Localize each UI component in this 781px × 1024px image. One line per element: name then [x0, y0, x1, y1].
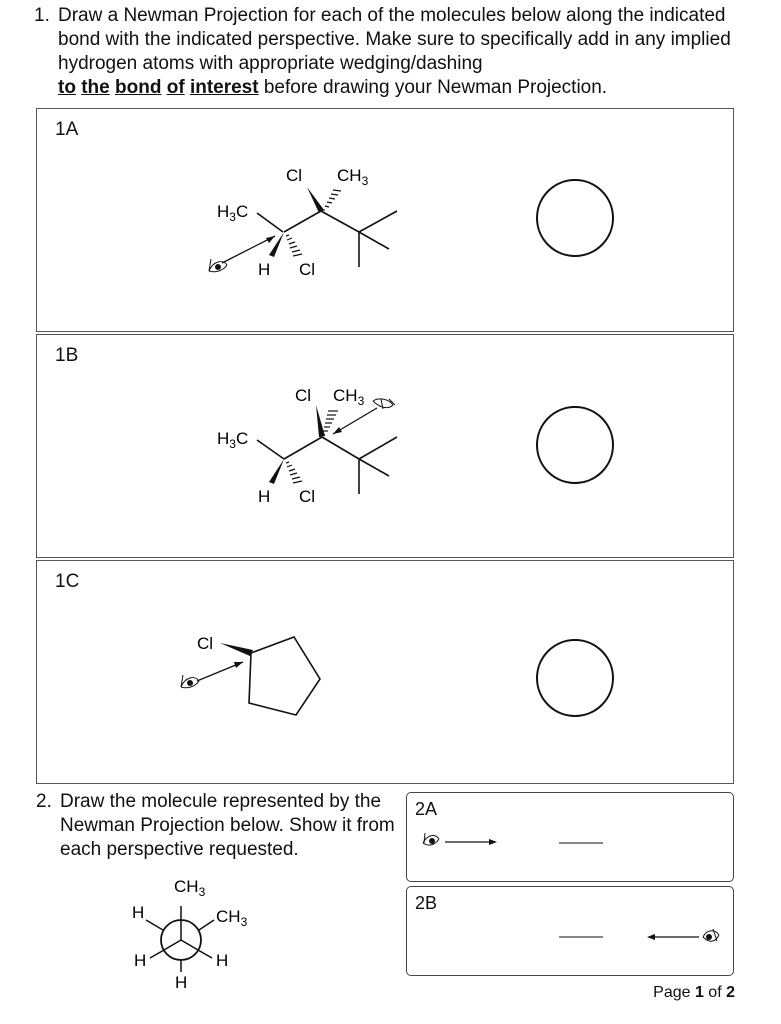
eye-icon — [373, 399, 395, 409]
view-arrowhead — [489, 839, 497, 845]
eye-icon — [209, 259, 227, 272]
molecule-1b — [37, 335, 735, 559]
box-1b — [36, 334, 734, 558]
question-2-number: 2. — [36, 791, 52, 812]
bond — [284, 437, 322, 459]
molecule-1a — [37, 109, 735, 333]
newman-lower-right: H — [216, 951, 229, 970]
wedge-bond — [269, 232, 284, 257]
newman-top: $CH_3$ — [174, 877, 206, 899]
newman-upper-left: H — [132, 903, 145, 922]
newman-circle-1b — [537, 407, 613, 483]
atom-cl-bottom: Cl — [299, 260, 316, 279]
footer-mid: of — [703, 984, 727, 1001]
question-1-number: 1. — [34, 5, 50, 26]
cyclopentane-ring — [249, 637, 320, 715]
emph-word: bond — [115, 77, 162, 98]
footer-prefix: Page — [653, 984, 695, 1001]
emph-word: interest — [189, 77, 259, 98]
atom-cl-top: Cl — [295, 386, 312, 405]
question-1-text: Draw a Newman Projection for each of the molecules below along the indicated bond with the indicated perspective. Make sure to specifically add in any implied hydrogen atoms with appropriate wedging/dashing — [58, 5, 731, 74]
bond — [257, 213, 283, 232]
answer-box-2a — [406, 792, 734, 882]
footer-total: 2 — [726, 984, 735, 1001]
atom-h3c: $H_3C$ — [217, 202, 249, 224]
atom-cl: Cl — [197, 634, 214, 653]
view-arrowhead — [266, 236, 275, 243]
eye-icon — [703, 929, 719, 941]
wedge-bond — [220, 643, 253, 656]
atom-h-bottom: H — [258, 260, 271, 279]
answer-box-2b-label: 2B — [415, 893, 438, 913]
question-2-text: Draw the molecule represented by the Newman Projection below. Show it from each perspective requested. — [60, 791, 395, 860]
emph-word: to — [58, 77, 76, 98]
atom-h-bottom: H — [258, 487, 271, 506]
view-arrowhead — [647, 934, 655, 940]
molecule-1c — [37, 561, 735, 785]
view-arrow — [222, 236, 275, 263]
answer-box-2a-label: 2A — [415, 799, 438, 819]
wedge-bond — [307, 187, 324, 213]
view-arrowhead — [234, 662, 243, 668]
box-1a-label: 1A — [55, 119, 79, 140]
emph-word: the — [81, 77, 110, 98]
wedge-bond — [316, 405, 325, 437]
atom-ch3-top: $CH_3$ — [333, 386, 365, 408]
bond — [257, 440, 284, 459]
answer-box-2b — [406, 886, 734, 976]
bond — [321, 211, 359, 232]
perspective-2b — [407, 887, 735, 977]
page-footer — [653, 984, 735, 1002]
perspective-2a — [407, 793, 735, 883]
newman-circle-1c — [537, 640, 613, 716]
view-arrowhead — [333, 427, 342, 434]
emph-word: of — [166, 77, 185, 98]
bond — [359, 232, 389, 249]
question-1 — [34, 4, 754, 100]
newman-bottom: H — [175, 973, 188, 992]
bond — [359, 459, 389, 476]
footer-page: 1 — [694, 984, 704, 1001]
box-1a — [36, 108, 734, 332]
newman-projection-q2 — [110, 868, 270, 998]
box-1c — [36, 560, 734, 784]
eye-icon — [181, 675, 199, 688]
newman-upper-right: $CH_3$ — [216, 907, 248, 929]
atom-cl-top: Cl — [286, 166, 303, 185]
back-bonds — [146, 906, 214, 972]
bond — [359, 211, 397, 232]
atom-ch3-top: $CH_3$ — [337, 166, 369, 188]
box-1b-label: 1B — [55, 345, 79, 366]
newman-lower-left: H — [134, 951, 147, 970]
newman-circle-1a — [537, 180, 613, 256]
box-1c-label: 1C — [55, 571, 80, 592]
dash-bond — [286, 462, 302, 483]
dash-bond — [286, 235, 302, 256]
dash-bond — [323, 190, 341, 210]
question-1-tail: before drawing your Newman Projection. — [263, 77, 608, 98]
eye-icon — [423, 833, 439, 845]
bond — [322, 437, 359, 459]
atom-cl-bottom: Cl — [299, 487, 316, 506]
wedge-bond — [269, 459, 284, 484]
bond — [359, 437, 397, 459]
atom-h3c: $H_3C$ — [217, 429, 249, 451]
question-2 — [36, 790, 396, 862]
bond — [284, 211, 321, 232]
